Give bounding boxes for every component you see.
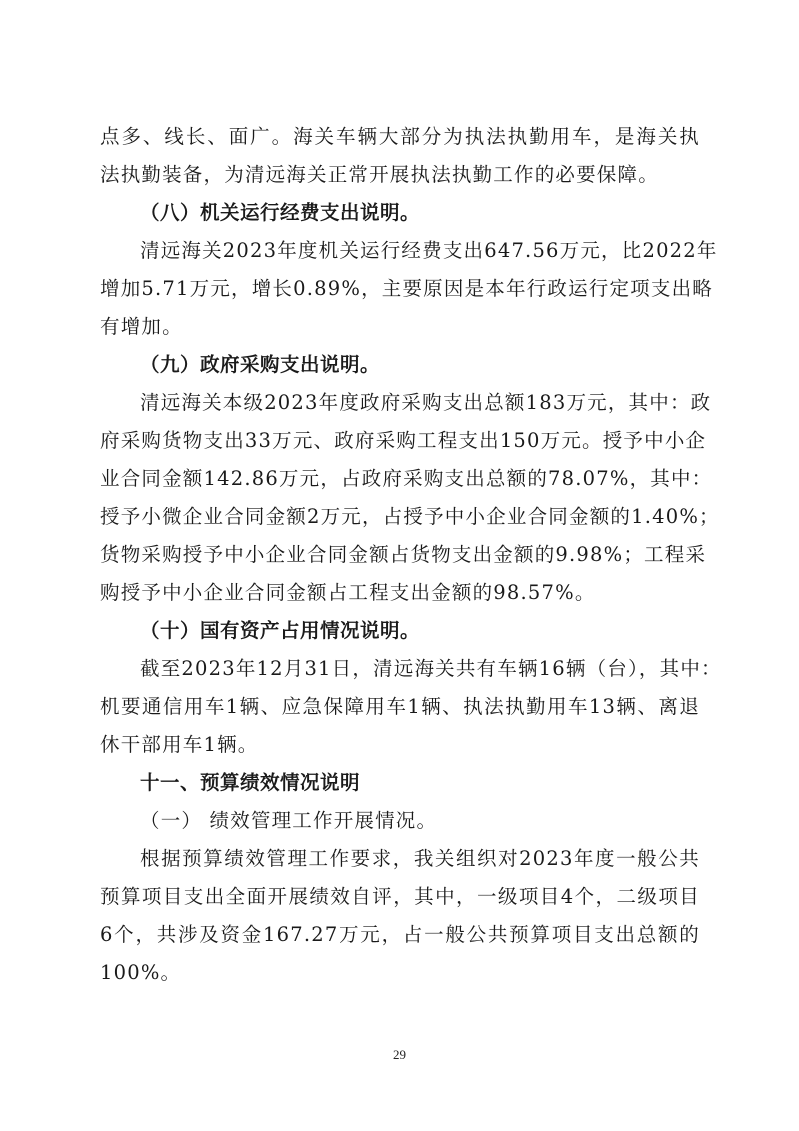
paragraph-line: 法执勤装备，为清远海关正常开展执法执勤工作的必要保障。 xyxy=(100,163,659,186)
chapter-heading-11: 十一、预算绩效情况说明 xyxy=(140,771,361,794)
paragraph-line: 授予小微企业合同金额2万元，占授予中小企业合同金额的1.40%； xyxy=(100,505,720,528)
paragraph-line: 清远海关2023年度机关运行经费支出647.56万元，比2022年 xyxy=(140,239,718,262)
paragraph-line: 6个，共涉及资金167.27万元，占一般公共预算项目支出总额的 xyxy=(100,923,700,946)
paragraph-line: 有增加。 xyxy=(100,315,183,338)
paragraph-line: 截至2023年12月31日，清远海关共有车辆16辆（台），其中： xyxy=(140,657,722,680)
subsection-heading-1: （一） 绩效管理工作开展情况。 xyxy=(140,809,438,832)
paragraph-line: 货物采购授予中小企业合同金额占货物支出金额的9.98%；工程采 xyxy=(100,543,707,566)
paragraph-line: 机要通信用车1辆、应急保障用车1辆、执法执勤用车13辆、离退 xyxy=(100,695,700,718)
paragraph-line: 购授予中小企业合同金额占工程支出金额的98.57%。 xyxy=(100,581,596,604)
section-heading-9: （九）政府采购支出说明。 xyxy=(140,353,381,376)
paragraph-line: 业合同金额142.86万元，占政府采购支出总额的78.07%，其中： xyxy=(100,467,713,490)
paragraph-line: 100%。 xyxy=(100,961,182,984)
page-number: 29 xyxy=(393,1047,406,1062)
paragraph-line: 清远海关本级2023年度政府采购支出总额183万元，其中：政 xyxy=(140,391,712,414)
paragraph-line: 休干部用车1辆。 xyxy=(100,733,259,756)
section-heading-8: （八）机关运行经费支出说明。 xyxy=(140,201,421,224)
paragraph-line: 府采购货物支出33万元、政府采购工程支出150万元。授予中小企 xyxy=(100,429,707,452)
paragraph-line: 根据预算绩效管理工作要求，我关组织对2023年度一般公共 xyxy=(140,847,700,870)
paragraph-line: 增加5.71万元，增长0.89%，主要原因是本年行政运行定项支出略 xyxy=(100,277,713,300)
paragraph-line: 点多、线长、面广。海关车辆大部分为执法执勤用车，是海关执 xyxy=(100,125,700,148)
section-heading-10: （十）国有资产占用情况说明。 xyxy=(140,619,421,642)
paragraph-line: 预算项目支出全面开展绩效自评，其中，一级项目4个，二级项目 xyxy=(100,885,700,908)
